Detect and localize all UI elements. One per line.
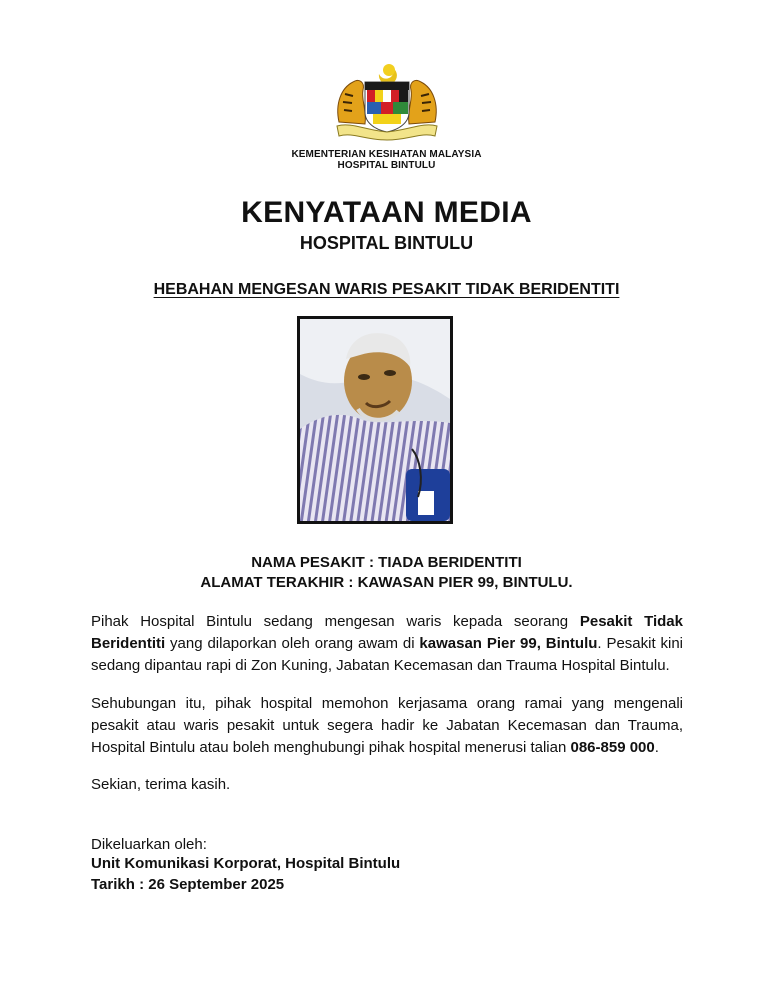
issued-by-label: Dikeluarkan oleh:: [91, 836, 207, 853]
paragraph-1: [91, 611, 683, 677]
p1-bold-patient: Pesakit Tidak Beridentiti: [91, 613, 683, 652]
paragraph-2: [91, 693, 683, 759]
page-title: KENYATAAN MEDIA: [241, 196, 532, 229]
p1-text-e: . Pesakit kini sedang dipantau rapi di Zon Kuning, Jabatan Kecemasan dan Trauma Hospital Bintulu.: [91, 635, 684, 674]
patient-name-line: NAMA PESAKIT : TIADA BERIDENTITI: [251, 554, 522, 571]
p2-bold-phone: 086-859 000: [570, 739, 655, 756]
paragraph-3: Sekian, terima kasih.: [91, 776, 231, 793]
patient-photo: [297, 316, 453, 524]
p1-text-a: Pihak Hospital Bintulu sedang mengesan waris kepada seorang: [91, 613, 580, 630]
p1-text-c: yang dilaporkan oleh orang awam di: [165, 635, 420, 652]
section-heading-text: HEBAHAN MENGESAN WARIS PESAKIT TIDAK BERIDENTITI: [153, 281, 620, 298]
page-subtitle: HOSPITAL BINTULU: [299, 233, 474, 253]
malaysia-coat-of-arms-icon: [331, 60, 443, 144]
patient-address-line: ALAMAT TERAKHIR : KAWASAN PIER 99, BINTULU.: [200, 574, 573, 591]
ministry-name: KEMENTERIAN KESIHATAN MALAYSIA: [291, 149, 482, 160]
issued-by-unit: Unit Komunikasi Korporat, Hospital Bintulu: [91, 855, 401, 872]
p2-text-c: .: [654, 739, 659, 756]
p2-text-a: Sehubungan itu, pihak hospital memohon kerjasama orang ramai yang mengenali pesakit atau waris pesakit untuk segera hadir ke Jabatan Kecemasan dan Trauma, Hospital Bintulu atau boleh menghubungi pihak hospital menerusi talian: [91, 695, 683, 756]
section-heading: [0, 281, 773, 299]
hospital-name: HOSPITAL BINTULU: [337, 160, 436, 171]
p1-bold-location: kawasan Pier 99, Bintulu: [419, 635, 598, 652]
issued-date: Tarikh : 26 September 2025: [91, 876, 285, 893]
